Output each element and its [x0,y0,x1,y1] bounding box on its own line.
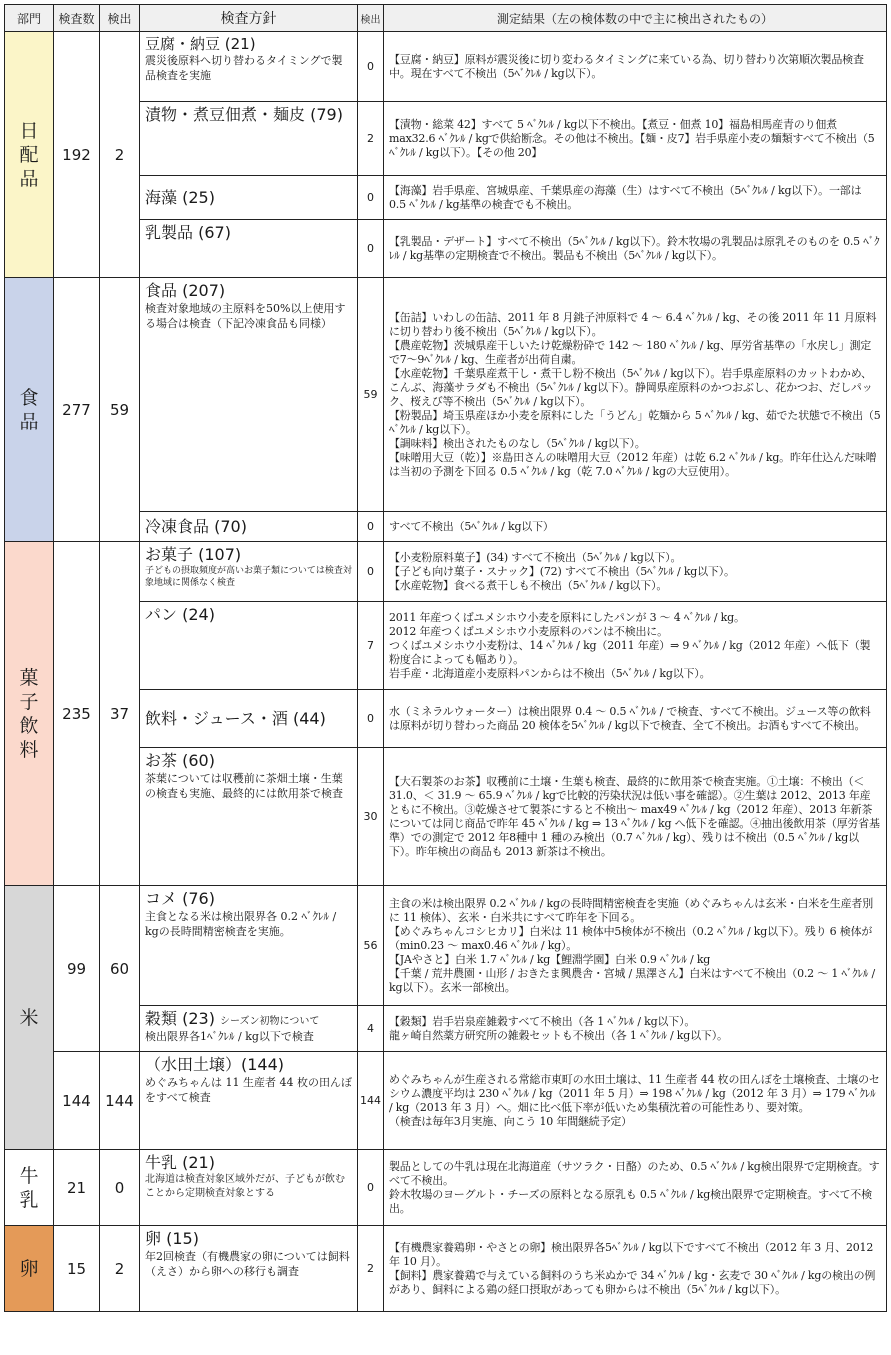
section-detected: 2 [100,1226,140,1312]
section-label-nichihai: 日配品 [5,32,54,278]
result-cell [384,220,887,278]
row-detected: 56 [358,886,384,1006]
result-cell [384,512,887,542]
category-title: 海藻 (25) [145,187,215,207]
header-detected: 検出 [100,5,140,32]
result-cell [384,748,887,886]
category-title: コメ (76) [145,889,215,908]
table-row [5,278,887,512]
section-detected: 144 [100,1052,140,1150]
category-cell [140,1150,358,1226]
header-row [5,5,887,32]
category-note: 北海道は検査対象区域外だが、子どもが飲むことから定期検査対象とする [145,1174,345,1199]
section-detected: 59 [100,278,140,542]
category-cell [140,602,358,690]
category-cell [140,690,358,748]
result-cell [384,102,887,176]
section-label-kome: 米 [5,886,54,1150]
section-label-tamago: 卵 [5,1226,54,1312]
row-detected: 0 [358,1150,384,1226]
result-line: 【飼料】農家養鶏で与えている飼料のうち米ぬかで 34 ﾍﾞｸﾚﾙ / kg・玄麦で 30 ﾍﾞｸﾚﾙ / kgの検出の例があり、飼料による鶏の経口摂取があっても卵からは不検出（5ﾍﾞｸﾚﾙ / kg以下）。 [389,1268,876,1296]
result-cell [384,176,887,220]
category-title: 飲料・ジュース・酒 (44) [145,708,326,728]
table-row [5,1150,887,1226]
category-cell [140,176,358,220]
category-title: 漬物・煮豆佃煮・麺皮 (79) [145,105,343,124]
header-count: 検査数 [54,5,100,32]
result-line: 【有機農家養鶏卵・やさとの卵】検出限界各5ﾍﾞｸﾚﾙ / kg以下ですべて不検出（2012 年 3 月、2012 年 10 月）。 [389,1240,874,1268]
result-cell [384,1052,887,1150]
category-title: （水田土壌）(144) [145,1055,285,1074]
result-line: 岩手産・北海道産小麦原料パンからは不検出（5ﾍﾞｸﾚﾙ / kg以下）。 [389,666,711,680]
result-line: 製品としての牛乳は現在北海道産（サツラク・日酪）のため、0.5 ﾍﾞｸﾚﾙ / kg検出限界で定期検査。すべて不検出。 [389,1159,880,1187]
section-detected: 60 [100,886,140,1052]
row-detected: 2 [358,102,384,176]
result-cell [384,278,887,512]
row-detected: 144 [358,1052,384,1150]
result-cell [384,542,887,602]
row-detected: 0 [358,512,384,542]
result-line: 主食の米は検出限界 0.2 ﾍﾞｸﾚﾙ / kgの長時間精密検査を実施（めぐみちゃんは玄米・白米を生産者別に 11 検体）、玄米・白米共にすべて昨年を下回る。 [389,896,873,924]
result-cell [384,602,887,690]
row-detected: 0 [358,220,384,278]
result-cell [384,1006,887,1052]
result-line: 【水産乾物】千葉県産煮干し・煮干し粉不検出（5ﾍﾞｸﾚﾙ / kg以下）。岩手県産原料のカットわかめ、こんぶ、海藻サラダも不検出（5ﾍﾞｸﾚﾙ / kg以下）。静岡県産原料のかつおぶし、花かつお、だしパック、桜えび等不検出（5ﾍﾞｸﾚﾙ / kg以下）。 [389,366,873,408]
section-count: 21 [54,1150,100,1226]
category-cell [140,102,358,176]
category-note: 子どもの摂取頻度が高いお菓子類については検査対象地域に関係なく検査 [145,566,352,588]
result-line: 【子ども向け菓子・スナック】(72) すべて不検出（5ﾍﾞｸﾚﾙ / kg以下）。 [389,564,735,578]
category-cell [140,1006,358,1052]
row-detected: 59 [358,278,384,512]
category-title: 牛乳 (21) [145,1153,215,1172]
table-row [5,1226,887,1312]
category-title: 乳製品 (67) [145,223,231,242]
category-title: 穀類 (23) [145,1009,215,1028]
row-detected: 2 [358,1226,384,1312]
result-line: 水（ミネラルウォーター）は検出限界 0.4 ～ 0.5 ﾍﾞｸﾚﾙ / で検査、すべて不検出。ジュース等の飲料は原料が切り替わった商品 20 検体を5ﾍﾞｸﾚﾙ / kg以下で検査、全て不検出。お酒もすべて不検出。 [389,704,871,732]
inspection-table [4,4,887,1312]
category-cell [140,748,358,886]
result-line: 【豆腐・納豆】原料が震災後に切り変わるタイミングに来ている為、切り替わり次第順次製品検査中。現在すべて不検出（5ﾍﾞｸﾚﾙ / kg以下）。 [389,52,864,80]
result-cell [384,886,887,1006]
result-cell [384,1226,887,1312]
category-title: 冷凍食品 (70) [145,516,247,536]
result-line: 【めぐみちゃんコシヒカリ】白米は 11 検体中5検体が不検出（0.2 ﾍﾞｸﾚﾙ / kg以下）。残り 6 検体が（min0.23 ～ max0.46 ﾍﾞｸﾚﾙ / kg）。 [389,924,873,952]
category-title: お菓子 (107) [145,545,242,564]
row-detected: 0 [358,32,384,102]
category-note: 茶葉については収穫前に茶畑土壌・生葉の検査も実施、最終的には飲用茶で検査 [145,772,343,800]
category-note: 検出限界各1ﾍﾞｸﾚﾙ / kg以下で検査 [145,1030,314,1043]
section-count: 235 [54,542,100,886]
result-line: 【調味料】検出されたものなし（5ﾍﾞｸﾚﾙ / kg以下）。 [389,436,646,450]
result-line: すべて不検出（5ﾍﾞｸﾚﾙ / kg以下） [389,519,554,533]
category-inline-note: シーズン初物について [220,1016,320,1027]
row-detected: 0 [358,690,384,748]
result-line: 【海藻】岩手県産、宮城県産、千葉県産の海藻（生）はすべて不検出（5ﾍﾞｸﾚﾙ / kg以下）。一部は 0.5 ﾍﾞｸﾚﾙ / kg基準の検査でも不検出。 [389,183,862,211]
category-title: 豆腐・納豆 (21) [145,35,256,53]
result-line: 【漬物・総菜 42】すべて 5 ﾍﾞｸﾚﾙ / kg以下不検出。【煮豆・佃煮 10】福島相馬産青のり佃煮 max32.6 ﾍﾞｸﾚﾙ / kgで供給断念。その他は不検出。【麺・皮7】岩手県産小麦の麺類すべて不検出（5ﾍﾞｸﾚﾙ / kg以下）。【その他 20】 [389,117,875,159]
section-detected: 0 [100,1150,140,1226]
table-row [5,1052,887,1150]
table-row [5,886,887,1006]
result-line: （検査は毎年3月実施、向こう 10 年間継続予定） [389,1114,632,1128]
result-line: 2012 年産つくばユメシホウ小麦原料のパンは不検出に。 [389,624,668,638]
category-title: 食品 (207) [145,281,226,300]
result-line: 【粉製品】埼玉県産ほか小麦を原料にした「うどん」乾麺から 5 ﾍﾞｸﾚﾙ / kg、茹でた状態で不検出（5ﾍﾞｸﾚﾙ / kg以下）。 [389,408,881,436]
row-detected: 4 [358,1006,384,1052]
result-line: 【味噌用大豆（乾）】※島田さんの味噌用大豆（2012 年産）は乾 6.2 ﾍﾞｸﾚﾙ / kg。昨年仕込んだ味噌は当初の予測を下回る 0.5 ﾍﾞｸﾚﾙ / kg（乾 7.0 ﾍﾞｸﾚﾙ / kgの大豆使用）。 [389,450,877,478]
category-cell [140,542,358,602]
header-detected-small: 検出 [358,5,384,32]
table-row [5,542,887,602]
result-line: 【農産乾物】茨城県産干しいたけ乾燥粉砕で 142 ～ 180 ﾍﾞｸﾚﾙ / kg、厚労省基準の「水戻し」測定で7～9ﾍﾞｸﾚﾙ / kg、生産者が出荷自粛。 [389,338,872,366]
category-note: 主食となる米は検出限界各 0.2 ﾍﾞｸﾚﾙ / kgの長時間精密検査を実施。 [145,910,337,938]
category-note: めぐみちゃんは 11 生産者 44 枚の田んぼをすべて検査 [145,1076,352,1104]
header-bumon: 部門 [5,5,54,32]
category-cell [140,512,358,542]
result-line: 鈴木牧場のヨーグルト・チーズの原料となる原乳も 0.5 ﾍﾞｸﾚﾙ / kg検出限界で定期検査。すべて不検出。 [389,1187,872,1215]
section-label-kashi: 菓子飲料 [5,542,54,886]
result-line: 【缶詰】いわしの缶詰、2011 年 8 月銚子沖原料で 4 ～ 6.4 ﾍﾞｸﾚﾙ / kg、その後 2011 年 11 月原料に切り替わり後不検出（5ﾍﾞｸﾚﾙ / kg以下）。 [389,310,877,338]
result-cell [384,1150,887,1226]
result-line: 【乳製品・デザート】すべて不検出（5ﾍﾞｸﾚﾙ / kg以下）。鈴木牧場の乳製品は原乳そのものを 0.5 ﾍﾞｸﾚﾙ / kg基準の定期検査で不検出。製品も不検出（5ﾍﾞｸﾚﾙ / kg以下）。 [389,234,880,262]
category-note: 震災後原料へ切り替わるタイミングで製品検査を実施 [145,54,343,82]
category-cell [140,220,358,278]
section-count: 277 [54,278,100,542]
header-policy: 検査方針 [140,5,358,32]
section-label-gyunyu: 牛乳 [5,1150,54,1226]
category-title: パン (24) [145,605,215,624]
category-cell [140,32,358,102]
section-count: 99 [54,886,100,1052]
category-note: 検査対象地域の主原料を50%以上使用する場合は検査（下記冷凍食品も同様） [145,302,346,330]
category-cell [140,1052,358,1150]
section-count: 144 [54,1052,100,1150]
result-line: 【JAやさと】白米 1.7 ﾍﾞｸﾚﾙ / kg【鯉淵学園】白米 0.9 ﾍﾞｸﾚﾙ / kg [389,952,711,966]
result-line: めぐみちゃんが生産される常総市東町の水田土壌は、11 生産者 44 枚の田んぼを土壌検査、土壌のセシウム濃度平均は 230 ﾍﾞｸﾚﾙ / kg（2011 年 5 月）⇒ 198 ﾍﾞｸﾚﾙ / kg（2012 年 3 月）⇒ 179 ﾍﾞｸﾚﾙ / kg（2013 年 3 月）へ。畑に比べ低下率が低いため集積沈着の可能性あり、要対策。 [389,1072,880,1114]
row-detected: 0 [358,176,384,220]
section-count: 15 [54,1226,100,1312]
category-title: 卵 (15) [145,1229,199,1248]
result-line: 【千葉 / 荒井農園・山形 / おきたま興農舎・宮城 / 黒澤さん】白米はすべて不検出（0.2 ～ 1 ﾍﾞｸﾚﾙ / kg以下）。玄米一部検出。 [389,966,875,994]
category-note: 年2回検査（有機農家の卵については飼料（えさ）から卵への移行も調査 [145,1250,350,1278]
result-line: 龍ヶ崎自然薬方研究所の雑穀セットも不検出（各 1 ﾍﾞｸﾚﾙ / kg以下）。 [389,1028,728,1042]
row-detected: 0 [358,542,384,602]
category-cell [140,886,358,1006]
row-detected: 30 [358,748,384,886]
result-line: 2011 年産つくばユメシホウ小麦を原料にしたパンが 3 ～ 4 ﾍﾞｸﾚﾙ / kg。 [389,610,745,624]
result-line: つくばユメシホウ小麦粉は、14 ﾍﾞｸﾚﾙ / kg（2011 年産）⇒ 9 ﾍﾞｸﾚﾙ / kg（2012 年産）へ低下（製粉度合によっても幅あり）。 [389,638,871,666]
result-line: 【穀類】岩手岩泉産雑穀すべて不検出（各 1 ﾍﾞｸﾚﾙ / kg以下）。 [389,1014,696,1028]
category-cell [140,1226,358,1312]
category-title: お茶 (60) [145,751,215,770]
section-detected: 37 [100,542,140,886]
result-line: 【水産乾物】食べる煮干しも不検出（5ﾍﾞｸﾚﾙ / kg以下）。 [389,578,668,592]
category-cell [140,278,358,512]
header-results: 測定結果（左の検体数の中で主に検出されたもの） [384,5,887,32]
result-line: 【大石製茶のお茶】収穫前に土壌・生葉も検査、最終的に飲用茶で検査実施。①土壌：不検出（＜ 31.0、＜ 31.9 ～ 65.9 ﾍﾞｸﾚﾙ / kgで比較的汚染状況は低い事を確認）。②生葉は 2012、2013 年産ともに不検出。③乾燥させて製茶にすると不検出～ max49 ﾍﾞｸﾚﾙ / kg（2012 年産）、2013 年新茶については同じ商品で昨年 45 ﾍﾞｸﾚﾙ / kg ⇒ 13 ﾍﾞｸﾚﾙ / kg へ低下を確認。④抽出後飲用茶（厚労省基準）での測定で 2012 年8種中 1 種のみ検出（0.7 ﾍﾞｸﾚﾙ / kg）、残りは不検出（0.5 ﾍﾞｸﾚﾙ / kg以下）。昨年検出の商品も 2013 新茶は不検出。 [389,774,880,858]
row-detected: 7 [358,602,384,690]
section-detected: 2 [100,32,140,278]
section-count: 192 [54,32,100,278]
result-cell [384,32,887,102]
section-label-shokuhin: 食品 [5,278,54,542]
table-row [5,32,887,102]
result-line: 【小麦粉原料菓子】(34) すべて不検出（5ﾍﾞｸﾚﾙ / kg以下）。 [389,550,682,564]
result-cell [384,690,887,748]
